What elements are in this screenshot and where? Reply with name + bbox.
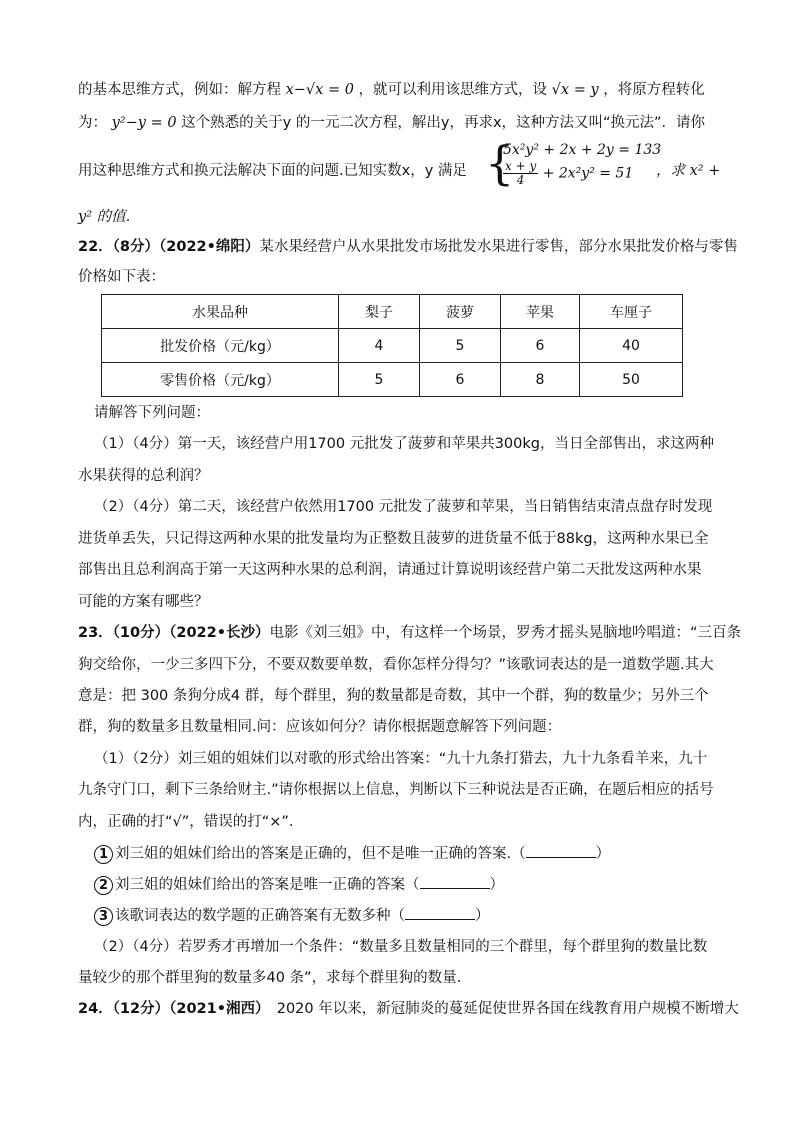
circled-number-3: 3 — [94, 907, 113, 926]
intro-line-4: y² 的值． — [78, 209, 141, 225]
q23-part1-line-3: 内，正确的打“√”，错误的打“×”. — [78, 814, 294, 830]
table-header-cell: 菠萝 — [420, 295, 501, 329]
table-cell: 5 — [420, 329, 501, 363]
table-cell: 6 — [501, 329, 580, 363]
equation-substitution: √x = y — [551, 82, 599, 98]
fruit-price-table — [101, 294, 683, 397]
table-header-cell: 车厘子 — [580, 295, 683, 329]
list-item: 1 刘三姐的姐妹们给出的答案是正确的，但不是唯一正确的答案.（ ） — [94, 843, 610, 864]
table-cell: 4 — [339, 329, 420, 363]
q22-part1-line-2: 水果获得的总利润？ — [78, 468, 209, 484]
intro-line-1: 的基本思维方式，例如：解方程 x−√x = 0 ，就可以利用该思维方式，设 √x = y ，将原方程转化 — [78, 82, 705, 98]
table-header-cell: 水果品种 — [102, 295, 339, 329]
table-row — [102, 329, 683, 363]
q22-part1-line-1: （1）（4分）第一天，该经营户用1700 元批发了菠萝和苹果共300kg，当日全部售出，求这两种 — [94, 436, 714, 452]
q22-part2-line-3: 部售出且总利润高于第一天这两种水果的总利润，请通过计算说明该经营户第二天批发这两种水果 — [78, 562, 702, 578]
q22-heading: 22．（8分）（2022•绵阳） — [78, 239, 260, 255]
q22-part2-line-1: （2）（4分）第二天，该经营户依然用1700 元批发了菠萝和苹果，当日销售结束清点盘存时发现 — [94, 499, 713, 515]
list-item: 2 刘三姐的姐妹们给出的答案是唯一正确的答案（ ） — [94, 874, 504, 895]
intro-line-3a: 用这种思维方式和换元法解决下面的问题.已知实数x，y 满足 — [78, 163, 467, 179]
table-header-row — [102, 295, 683, 329]
table-cell: 40 — [580, 329, 683, 363]
answer-blank[interactable] — [420, 874, 490, 889]
intro-line-3b: ，求 x² + — [656, 163, 721, 179]
table-cell: 5 — [339, 363, 420, 397]
q23-part2-line-1: （2）（4分）若罗秀才再增加一个条件：“数量多且数量相同的三个群里，每个群里狗的数量比数 — [94, 939, 708, 955]
list-item: 3 该歌词表达的数学题的正确答案有无数多种（ ） — [94, 905, 490, 926]
q22-line-1: 22．（8分）（2022•绵阳）某水果经营户从水果批发市场批发水果进行零售，部分水果批发价格与零售 — [78, 239, 738, 255]
circled-number-1: 1 — [94, 845, 113, 864]
q24-heading: 24．（12分）（2021•湘西） — [78, 1001, 263, 1017]
circled-number-2: 2 — [94, 876, 113, 895]
intro-line-2: 为： y²−y = 0 这个熟悉的关于y 的一元二次方程，解出y，再求x，这种方法又叫“换元法”．请你 — [78, 115, 706, 131]
q23-line-2: 狗交给你，一少三多四下分，不要双数要单数，看你怎样分得匀？”该歌词表达的是一道数学题.其大 — [78, 657, 714, 673]
table-row — [102, 363, 683, 397]
q23-part1-line-1: （1）（2分）刘三姐的姐妹们以对歌的形式给出答案：“九十九条打猎去，九十九条看羊来，九十 — [94, 751, 708, 767]
fraction: $\frac{x + y}{4}$ — [505, 159, 537, 187]
table-header-cell: 梨子 — [339, 295, 420, 329]
equation-original: x−√x = 0 — [285, 82, 354, 98]
q23-heading: 23．（10分）（2022•长沙） — [78, 625, 270, 641]
q22-part2-line-4: 可能的方案有哪些？ — [78, 594, 209, 610]
q23-line-3: 意是：把 300 条狗分成4 群，每个群里，狗的数量都是奇数，其中一个群，狗的数量少；另外三个 — [78, 688, 709, 704]
q22-part2-line-2: 进货单丢失，只记得这两种水果的批发量均为正整数且菠萝的进货量不低于88kg，这两种水果已全 — [78, 531, 709, 547]
table-cell: 6 — [420, 363, 501, 397]
table-cell: 批发价格（元/kg） — [102, 329, 339, 363]
q23-part1-line-2: 九条守门口，剩下三条给财主.”请你根据以上信息，判断以下三种说法是否正确，在题后相应的括号 — [78, 782, 714, 798]
table-cell: 8 — [501, 363, 580, 397]
answer-blank[interactable] — [526, 843, 596, 858]
table-cell: 零售价格（元/kg） — [102, 363, 339, 397]
brace-symbol: { — [485, 136, 515, 190]
q23-part2-line-2: 量较少的那个群里狗的数量多40 条”，求每个群里狗的数量. — [78, 970, 462, 986]
q22-line-2: 价格如下表： — [78, 269, 165, 285]
q23-line-4: 群，狗的数量多且数量相同.问：应该如何分？请你根据题意解答下列问题： — [78, 719, 562, 735]
q24-line-1: 24．（12分）（2021•湘西） 2020 年以来，新冠肺炎的蔓延促使世界各国在线教育用户规模不断增大 — [78, 1001, 739, 1017]
table-cell: 50 — [580, 363, 683, 397]
system-equation-2: $\frac{x + y}{4}$ + 2x²y² = 51 — [505, 159, 634, 187]
q23-line-1: 23．（10分）（2022•长沙）电影《刘三姐》中，有这样一个场景，罗秀才摇头晃脑地吟唱道：“三百条 — [78, 625, 741, 641]
q22-prompt: 请解答下列问题： — [94, 405, 210, 421]
system-equation-1: 5x²y² + 2x + 2y = 133 — [503, 142, 662, 158]
table-header-cell: 苹果 — [501, 295, 580, 329]
answer-blank[interactable] — [405, 905, 475, 920]
equation-quadratic: y²−y = 0 — [111, 115, 177, 131]
